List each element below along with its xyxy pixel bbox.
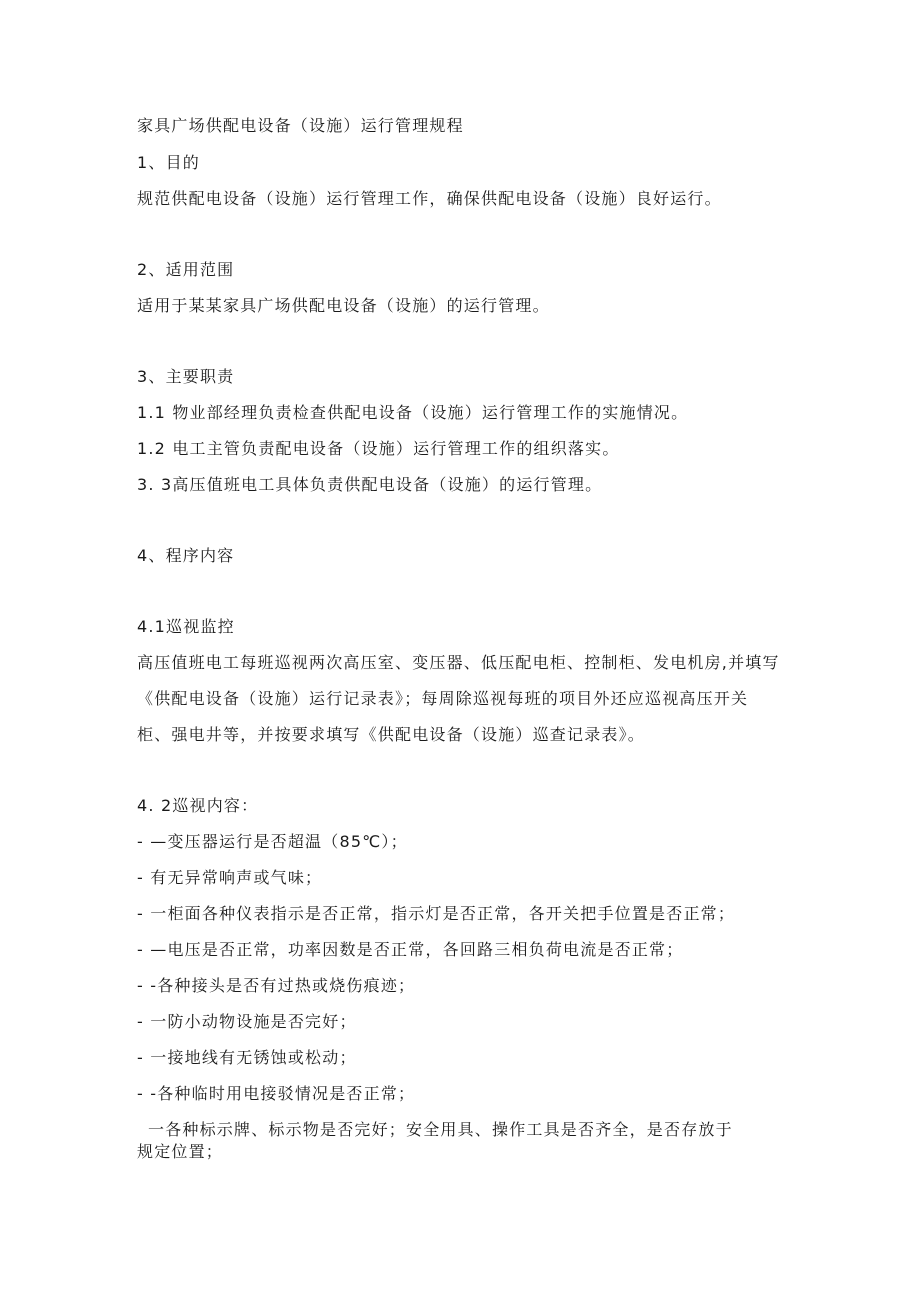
section-3-heading: 3、主要职责 [137, 367, 235, 386]
inspection-item-8: - -各种临时用电接驳情况是否正常； [137, 1084, 416, 1103]
document-title: 家具广场供配电设备（设施）运行管理规程 [137, 116, 464, 135]
inspection-item-4: - —电压是否正常，功率因数是否正常，各回路三相负荷电流是否正常； [137, 940, 684, 959]
section-2-heading: 2、适用范围 [137, 260, 235, 279]
section-3-item-2: 1.2 电工主管负责配电设备（设施）运行管理工作的组织落实。 [137, 439, 620, 458]
inspection-item-1: - —变压器运行是否超温（85℃）； [137, 832, 408, 851]
section-2-body: 适用于某某家具广场供配电设备（设施）的运行管理。 [137, 296, 550, 315]
inspection-item-9-line-1: 一各种标示牌、标示物是否完好；安全用具、操作工具是否齐全，是否存放于 [148, 1120, 733, 1139]
inspection-item-3: - 一柜面各种仪表指示是否正常，指示灯是否正常，各开关把手位置是否正常； [137, 904, 736, 923]
section-4-1-line-3: 柜、强电井等，并按要求填写《供配电设备（设施）巡查记录表》。 [137, 725, 646, 744]
section-3-item-1: 1.1 物业部经理负责检查供配电设备（设施）运行管理工作的实施情况。 [137, 403, 689, 422]
section-4-1-heading: 4.1巡视监控 [137, 617, 235, 636]
section-4-1-line-1: 高压值班电工每班巡视两次高压室、变压器、低压配电柜、控制柜、发电机房,并填写 [137, 653, 780, 672]
inspection-item-2: - 有无异常响声或气味； [137, 868, 323, 887]
section-1-body: 规范供配电设备（设施）运行管理工作，确保供配电设备（设施）良好运行。 [137, 189, 722, 208]
section-3-item-3: 3. 3高压值班电工具体负责供配电设备（设施）的运行管理。 [137, 475, 603, 494]
section-1-heading: 1、目的 [137, 153, 200, 172]
section-4-1-line-2: 《供配电设备（设施）运行记录表》；每周除巡视每班的项目外还应巡视高压开关 [137, 689, 749, 708]
inspection-item-5: - -各种接头是否有过热或烧伤痕迹； [137, 976, 416, 995]
section-4-2-heading: 4. 2巡视内容： [137, 796, 259, 815]
inspection-item-9-line-2: 规定位置； [137, 1142, 224, 1161]
inspection-item-7: - 一接地线有无锈蚀或松动； [137, 1048, 357, 1067]
section-4-heading: 4、程序内容 [137, 546, 235, 565]
inspection-item-6: - 一防小动物设施是否完好； [137, 1012, 357, 1031]
